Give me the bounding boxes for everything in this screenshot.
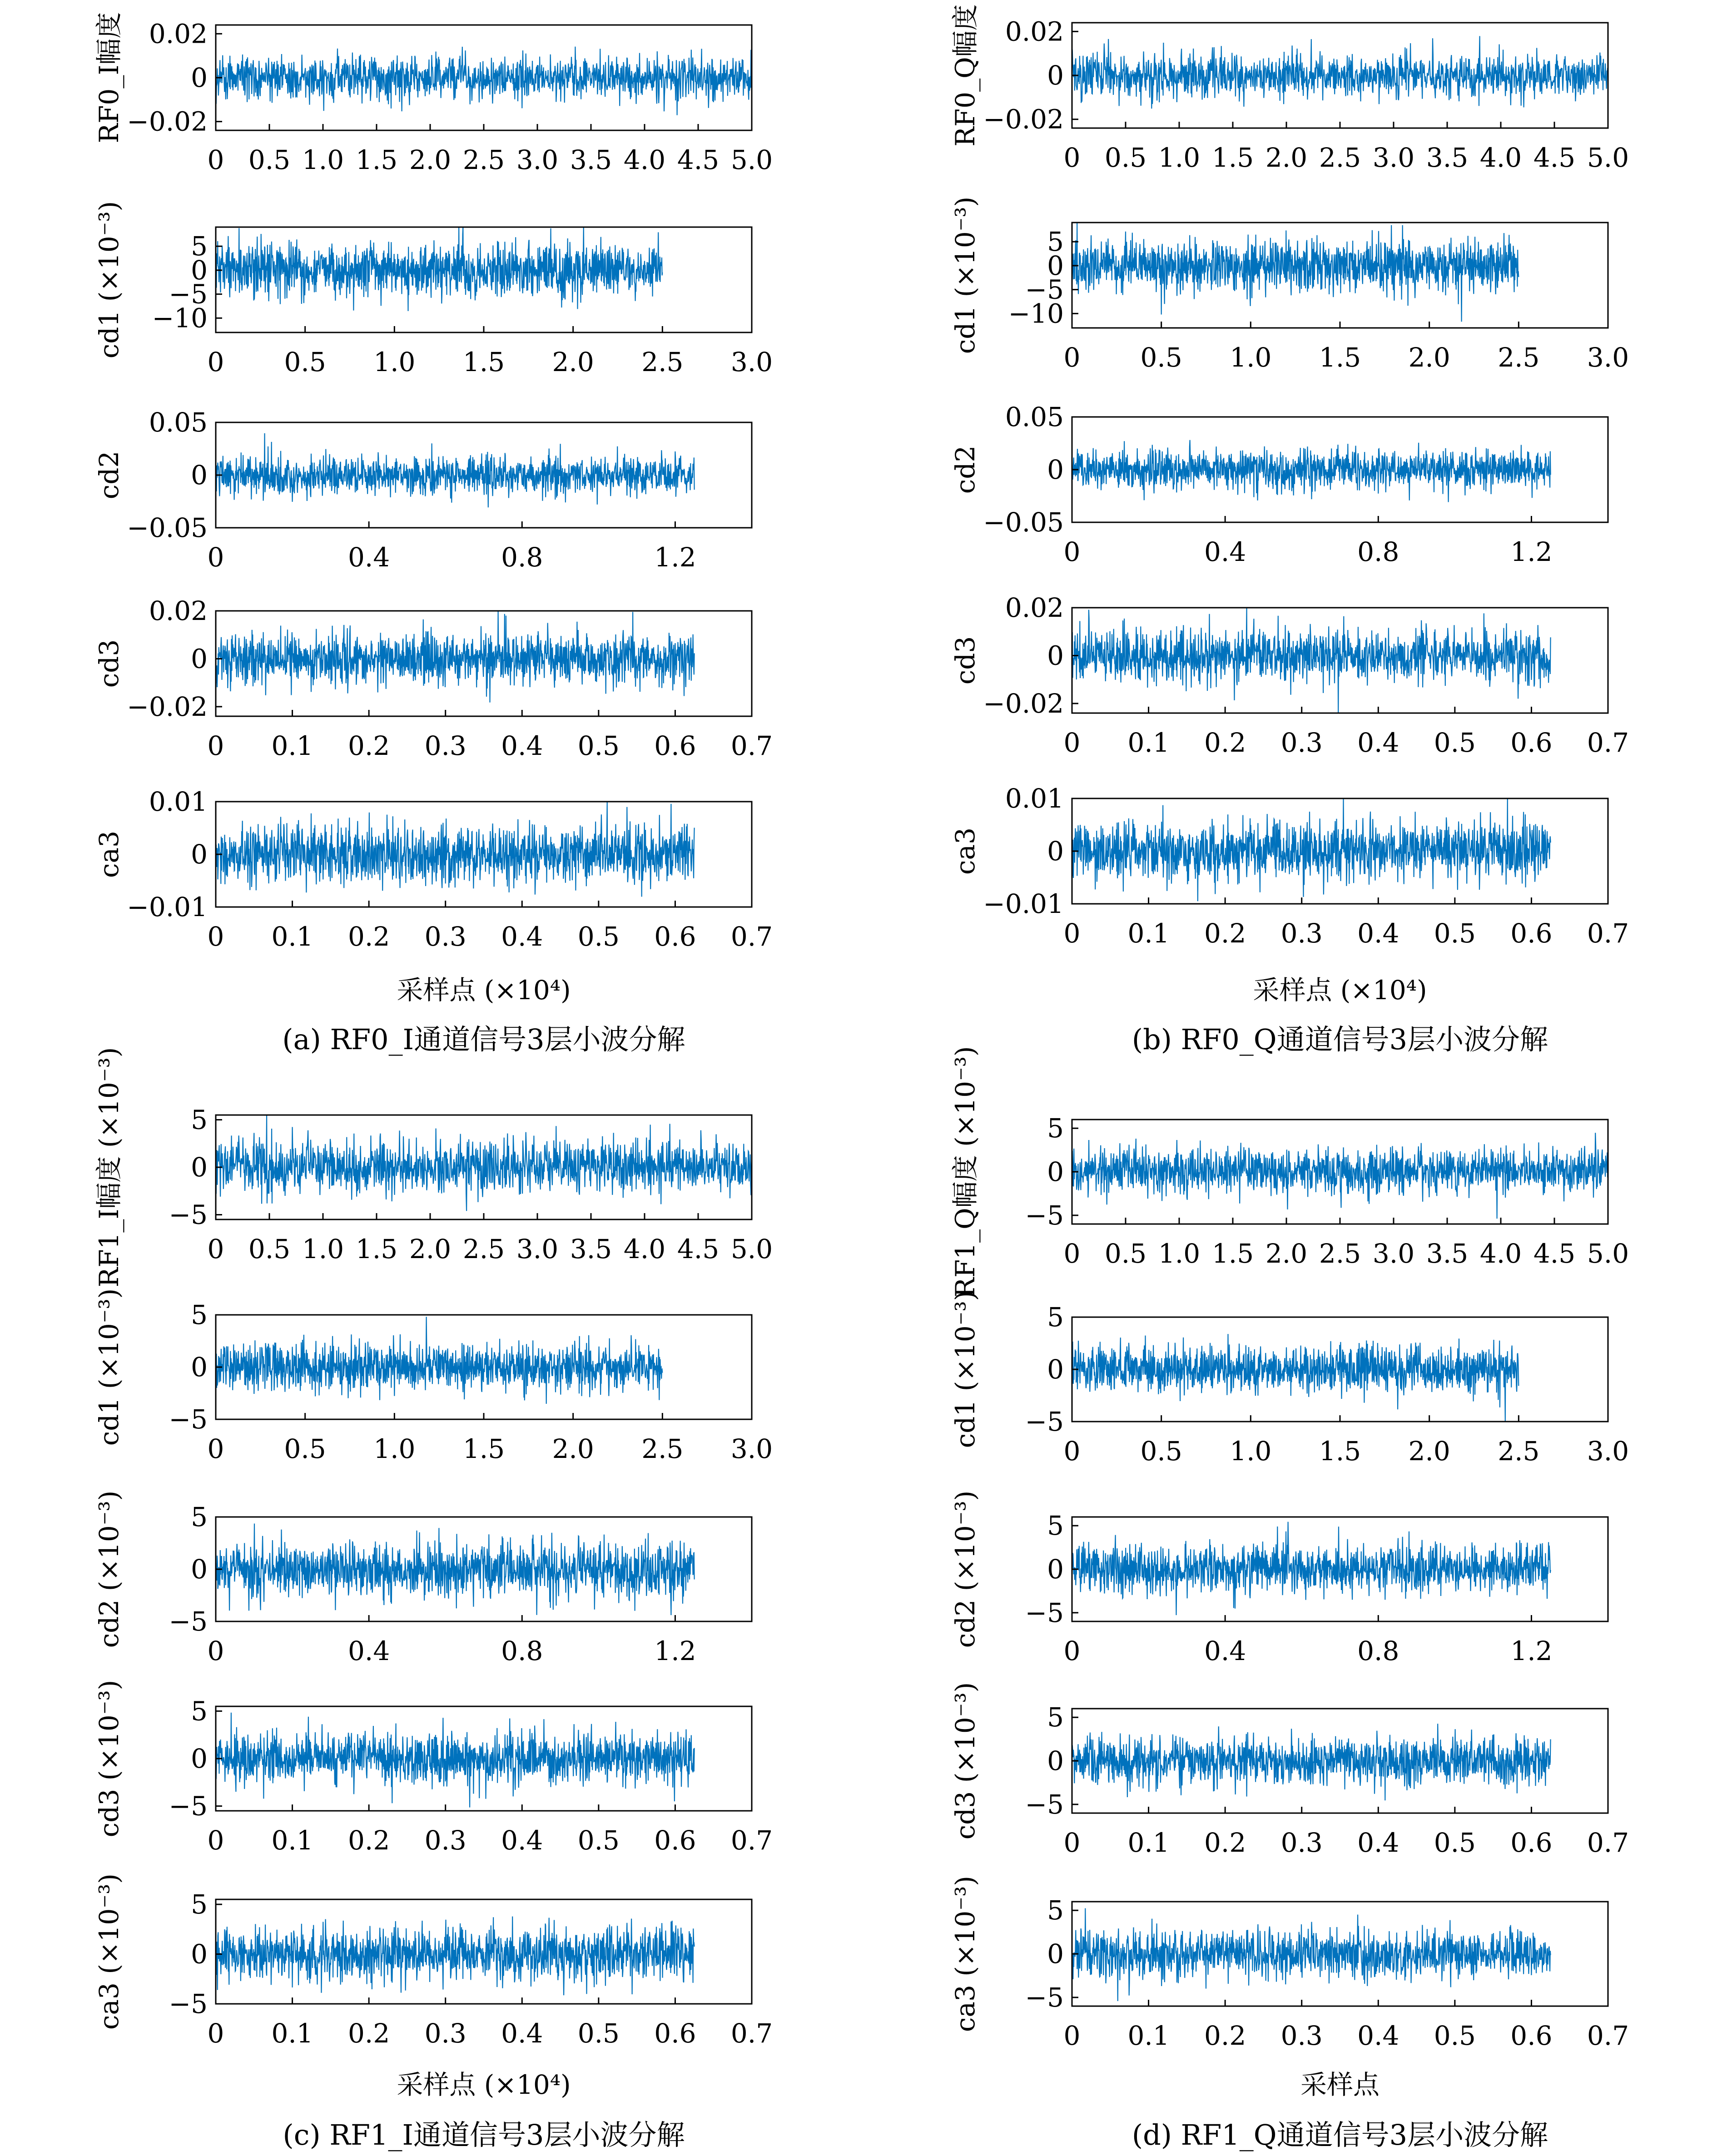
x-tick-label: 2.5 (1319, 1238, 1361, 1269)
y-tick-label: −10 (1008, 298, 1064, 329)
y-tick-label: 0 (1047, 1745, 1064, 1776)
y-tick-label: −5 (1025, 1597, 1064, 1628)
y-tick-label: 0 (191, 460, 208, 491)
x-tick-label: 0.4 (348, 1636, 390, 1666)
y-axis-label: cd1 (×10⁻³) (94, 1288, 124, 1446)
y-tick-label: 0 (1047, 640, 1064, 671)
y-tick-label: −5 (169, 1988, 208, 2019)
x-tick-label: 1.5 (1319, 342, 1361, 373)
signal-trace (216, 802, 695, 897)
x-tick-label: 2.5 (1319, 142, 1361, 173)
y-tick-label: 5 (191, 231, 208, 262)
y-tick-label: 0.01 (1005, 783, 1064, 814)
x-tick-label: 0.6 (654, 730, 696, 761)
x-tick-label: 0 (1063, 727, 1081, 758)
x-tick-label: 0.2 (1204, 2020, 1246, 2051)
y-tick-label: 0.02 (149, 595, 208, 626)
x-tick-label: 0.5 (248, 1234, 291, 1264)
x-tick-label: 3.5 (1426, 1238, 1469, 1269)
y-axis-label: ca3 (×10⁻³) (950, 1876, 981, 2032)
panel-caption: (c) RF1_I通道信号3层小波分解 (283, 2118, 685, 2151)
subplot-1 (94, 1047, 773, 1288)
x-tick-label: 0 (1063, 142, 1081, 173)
subplot-5 (950, 783, 1629, 949)
x-tick-label: 3.0 (1372, 142, 1415, 173)
y-tick-label: 5 (1047, 1895, 1064, 1926)
x-tick-label: 1.5 (355, 144, 398, 175)
x-tick-label: 1.5 (355, 1234, 398, 1264)
x-tick-label: 0.2 (1204, 918, 1246, 949)
x-tick-label: 0.5 (248, 144, 291, 175)
x-tick-label: 0.7 (1587, 2020, 1629, 2051)
x-tick-label: 0 (1063, 1436, 1081, 1467)
x-tick-label: 0.5 (1104, 1238, 1147, 1269)
y-tick-label: 0 (1047, 60, 1064, 91)
x-tick-label: 0.5 (577, 921, 620, 952)
x-tick-label: 4.0 (1479, 142, 1522, 173)
x-tick-label: 0.4 (1357, 1827, 1399, 1858)
panel-caption: (a) RF0_I通道信号3层小波分解 (282, 1023, 685, 1056)
x-tick-label: 2.0 (1265, 1238, 1308, 1269)
y-tick-label: −5 (169, 1790, 208, 1822)
x-tick-label: 4.0 (623, 144, 666, 175)
x-tick-label: 0.5 (284, 1433, 326, 1464)
y-axis-label: cd2 (×10⁻³) (950, 1490, 981, 1648)
signal-trace (216, 1317, 662, 1404)
x-tick-label: 0.3 (424, 921, 466, 952)
y-tick-label: 0 (1047, 1938, 1064, 1969)
x-tick-label: 2.0 (552, 1433, 594, 1464)
x-tick-label: 0 (207, 2018, 224, 2049)
x-tick-label: 0 (207, 1636, 224, 1666)
signal-trace (216, 433, 695, 507)
y-tick-label: 0.02 (1005, 592, 1064, 623)
y-tick-label: 0 (191, 1352, 208, 1383)
y-axis-label: ca3 (×10⁻³) (94, 1873, 124, 2030)
x-tick-label: 0.1 (271, 730, 313, 761)
x-tick-label: 0.7 (730, 730, 773, 761)
x-tick-label: 1.0 (1230, 342, 1272, 373)
x-tick-label: 0.4 (348, 542, 390, 573)
x-tick-label: 2.5 (462, 144, 505, 175)
x-tick-label: 0 (207, 730, 224, 761)
signal-trace (1072, 440, 1551, 502)
y-tick-label: 0 (191, 1554, 208, 1585)
x-tick-label: 0.5 (1434, 918, 1476, 949)
y-tick-label: 5 (191, 1695, 208, 1727)
x-tick-label: 0.6 (654, 2018, 696, 2049)
y-tick-label: −5 (1025, 1199, 1064, 1231)
y-tick-label: 0.02 (1005, 16, 1064, 47)
y-tick-label: 0 (1047, 836, 1064, 867)
subplot-4 (94, 595, 773, 761)
x-tick-label: 2.5 (462, 1234, 505, 1264)
signal-trace (1072, 36, 1608, 109)
y-tick-label: −5 (1025, 1789, 1064, 1820)
x-tick-label: 0.7 (1587, 918, 1629, 949)
x-tick-label: 0.5 (1104, 142, 1147, 173)
x-tick-label: 5.0 (1587, 142, 1629, 173)
y-tick-label: −0.02 (983, 104, 1064, 135)
signal-trace (1072, 1522, 1551, 1616)
x-tick-label: 3.0 (1587, 342, 1629, 373)
y-tick-label: 0 (191, 254, 208, 286)
x-tick-label: 0.3 (424, 730, 466, 761)
y-tick-label: 0 (1047, 1554, 1064, 1585)
x-tick-label: 0.5 (577, 1825, 620, 1856)
y-tick-label: −0.01 (127, 892, 208, 922)
subplot-3 (94, 407, 752, 573)
x-tick-label: 0.2 (348, 2018, 390, 2049)
x-tick-label: 1.0 (302, 144, 344, 175)
x-tick-label: 0.8 (1357, 536, 1399, 567)
x-tick-label: 0.4 (1204, 536, 1246, 567)
x-tick-label: 0.2 (348, 921, 390, 952)
x-tick-label: 1.2 (1510, 536, 1553, 567)
y-tick-label: 0.05 (1005, 401, 1064, 432)
y-axis-label: RF1_I幅度 (×10⁻³) (94, 1047, 124, 1288)
y-tick-label: 0 (191, 1152, 208, 1183)
x-tick-label: 1.5 (1211, 1238, 1254, 1269)
x-tick-label: 0 (207, 347, 224, 377)
subplot-1 (94, 12, 773, 175)
x-tick-label: 2.0 (409, 144, 452, 175)
x-axis-label: 采样点 (1300, 2069, 1380, 2100)
y-tick-label: 0.02 (149, 18, 208, 50)
subplot-2 (950, 197, 1629, 373)
x-tick-label: 0.4 (1357, 727, 1399, 758)
x-tick-label: 0.2 (348, 730, 390, 761)
x-tick-label: 0.5 (1140, 342, 1182, 373)
x-tick-label: 5.0 (1587, 1238, 1629, 1269)
y-tick-label: 5 (191, 1888, 208, 1920)
x-tick-label: 0 (207, 921, 224, 952)
y-tick-label: 0 (191, 643, 208, 674)
signal-trace (1072, 608, 1551, 713)
y-axis-label: cd3 (×10⁻³) (94, 1680, 124, 1838)
x-tick-label: 0.6 (1510, 1827, 1553, 1858)
panel-b (950, 4, 1629, 1056)
subplot-3 (950, 1491, 1608, 1666)
subplot-5 (950, 1876, 1629, 2051)
y-tick-label: −0.02 (127, 691, 208, 722)
subplot-4 (950, 592, 1629, 758)
y-tick-label: 5 (1047, 1510, 1064, 1541)
signal-trace (1072, 223, 1519, 322)
y-tick-label: −5 (1025, 1406, 1064, 1437)
y-tick-label: −5 (1025, 1982, 1064, 2013)
x-tick-label: 0.7 (730, 921, 773, 952)
x-tick-label: 3.0 (1372, 1238, 1415, 1269)
x-tick-label: 1.2 (654, 1636, 696, 1666)
x-tick-label: 0 (1063, 1827, 1081, 1858)
x-tick-label: 3.5 (570, 1234, 612, 1264)
x-tick-label: 1.5 (462, 347, 505, 377)
y-tick-label: 0 (191, 62, 208, 93)
x-tick-label: 4.5 (677, 144, 720, 175)
y-tick-label: 0.05 (149, 407, 208, 438)
signal-trace (216, 227, 662, 311)
panel-caption: (b) RF0_Q通道信号3层小波分解 (1131, 1023, 1548, 1056)
x-tick-label: 0.2 (1204, 1827, 1246, 1858)
y-tick-label: 5 (191, 1299, 208, 1330)
x-tick-label: 2.5 (1498, 342, 1540, 373)
x-tick-label: 1.0 (302, 1234, 344, 1264)
y-tick-label: −0.02 (983, 688, 1064, 719)
x-tick-label: 0.1 (1127, 1827, 1170, 1858)
x-tick-label: 0.3 (1280, 2020, 1323, 2051)
x-tick-label: 0.3 (1280, 1827, 1323, 1858)
x-tick-label: 3.0 (516, 144, 559, 175)
x-tick-label: 3.5 (570, 144, 612, 175)
x-tick-label: 3.0 (516, 1234, 559, 1264)
x-tick-label: 0.2 (348, 1825, 390, 1856)
x-tick-label: 0.6 (1510, 727, 1553, 758)
y-tick-label: 5 (191, 1502, 208, 1532)
x-tick-label: 5.0 (730, 144, 773, 175)
x-tick-label: 4.0 (623, 1234, 666, 1264)
x-tick-label: 4.5 (677, 1234, 720, 1264)
subplot-1 (950, 4, 1629, 173)
x-tick-label: 2.0 (1408, 1436, 1450, 1467)
x-tick-label: 0.3 (1280, 918, 1323, 949)
x-tick-label: 0.4 (501, 1825, 543, 1856)
subplot-3 (950, 401, 1608, 567)
y-axis-label: cd2 (950, 445, 981, 494)
x-tick-label: 0.5 (577, 730, 620, 761)
x-tick-label: 0.3 (1280, 727, 1323, 758)
x-tick-label: 5.0 (730, 1234, 773, 1264)
y-tick-label: 5 (1047, 226, 1064, 258)
x-tick-label: 0.2 (1204, 727, 1246, 758)
subplot-1 (950, 1046, 1629, 1297)
x-tick-label: 0.3 (424, 1825, 466, 1856)
x-tick-label: 3.0 (1587, 1436, 1629, 1467)
x-tick-label: 0.7 (1587, 727, 1629, 758)
y-tick-label: 0 (1047, 454, 1064, 485)
x-tick-label: 0.5 (1434, 727, 1476, 758)
subplot-5 (94, 1873, 773, 2049)
y-tick-label: 0 (191, 1938, 208, 1970)
y-tick-label: 5 (1047, 1302, 1064, 1333)
x-tick-label: 1.0 (1230, 1436, 1272, 1467)
x-axis-label: 采样点 (×10⁴) (1253, 975, 1427, 1006)
x-tick-label: 1.0 (1158, 1238, 1201, 1269)
panel-caption: (d) RF1_Q通道信号3层小波分解 (1131, 2118, 1548, 2151)
y-tick-label: 0.01 (149, 786, 208, 817)
x-axis-label: 采样点 (×10⁴) (397, 975, 571, 1006)
x-tick-label: 0.1 (1127, 2020, 1170, 2051)
x-tick-label: 0.5 (284, 347, 326, 377)
y-axis-label: RF0_Q幅度 (950, 4, 981, 147)
x-tick-label: 1.0 (373, 1433, 416, 1464)
signal-trace (1072, 1908, 1551, 2001)
x-tick-label: 1.2 (1510, 1636, 1553, 1666)
y-tick-label: −10 (152, 302, 208, 334)
y-tick-label: 0 (191, 839, 208, 870)
x-tick-label: 0.7 (1587, 1827, 1629, 1858)
y-tick-label: −5 (169, 1199, 208, 1230)
x-tick-label: 1.5 (1319, 1436, 1361, 1467)
y-tick-label: 5 (1047, 1702, 1064, 1733)
x-tick-label: 0.1 (271, 2018, 313, 2049)
x-tick-label: 4.5 (1533, 142, 1576, 173)
x-tick-label: 0.1 (1127, 727, 1170, 758)
x-tick-label: 0.3 (424, 2018, 466, 2049)
y-axis-label: RF0_I幅度 (94, 12, 124, 144)
y-axis-label: cd1 (×10⁻³) (950, 196, 981, 354)
x-tick-label: 2.0 (409, 1234, 452, 1264)
panel-c (94, 1047, 773, 2151)
x-tick-label: 0.4 (501, 2018, 543, 2049)
x-tick-label: 1.5 (1211, 142, 1254, 173)
x-tick-label: 0.5 (1434, 1827, 1476, 1858)
y-tick-label: 5 (1047, 1113, 1064, 1144)
y-axis-label: cd2 (×10⁻³) (94, 1490, 124, 1648)
y-tick-label: 5 (191, 1104, 208, 1135)
subplot-4 (94, 1680, 773, 1856)
x-tick-label: 0.5 (1140, 1436, 1182, 1467)
y-axis-label: cd3 (×10⁻³) (950, 1682, 981, 1840)
y-axis-label: ca3 (950, 828, 981, 875)
x-tick-label: 1.0 (373, 347, 416, 377)
x-tick-label: 4.0 (1479, 1238, 1522, 1269)
x-tick-label: 0 (1063, 536, 1081, 567)
subplot-4 (950, 1682, 1629, 1858)
y-tick-label: −5 (169, 278, 208, 310)
subplot-5 (94, 786, 773, 952)
x-tick-label: 0.1 (271, 921, 313, 952)
x-tick-label: 2.5 (641, 347, 684, 377)
x-tick-label: 3.0 (730, 347, 773, 377)
y-axis-label: cd2 (94, 451, 124, 500)
x-tick-label: 0.4 (1357, 2020, 1399, 2051)
signal-trace (1072, 1334, 1519, 1422)
signal-trace (216, 611, 695, 703)
x-axis-label: 采样点 (×10⁴) (397, 2069, 571, 2100)
y-tick-label: −5 (169, 1404, 208, 1435)
signal-trace (216, 1115, 752, 1211)
subplot-2 (94, 1289, 773, 1464)
signal-trace (216, 1524, 695, 1616)
signal-trace (216, 1713, 695, 1808)
x-tick-label: 0 (207, 1234, 224, 1264)
x-tick-label: 0 (207, 542, 224, 573)
x-tick-label: 0.8 (501, 542, 543, 573)
signal-trace (216, 1917, 695, 1996)
x-tick-label: 0.4 (1357, 918, 1399, 949)
x-tick-label: 2.5 (641, 1433, 684, 1464)
x-tick-label: 0.5 (577, 2018, 620, 2049)
x-tick-label: 0.4 (1204, 1636, 1246, 1666)
x-tick-label: 4.5 (1533, 1238, 1576, 1269)
x-tick-label: 3.5 (1426, 142, 1469, 173)
x-tick-label: 0 (1063, 1238, 1081, 1269)
x-tick-label: 2.0 (1265, 142, 1308, 173)
x-tick-label: 0.8 (1357, 1636, 1399, 1666)
y-axis-label: cd3 (94, 639, 124, 688)
x-tick-label: 3.0 (730, 1433, 773, 1464)
y-tick-label: −0.01 (983, 888, 1064, 919)
x-tick-label: 0.4 (501, 921, 543, 952)
x-tick-label: 2.0 (552, 347, 594, 377)
x-tick-label: 1.5 (462, 1433, 505, 1464)
x-tick-label: 1.0 (1158, 142, 1201, 173)
x-tick-label: 0 (1063, 918, 1081, 949)
x-tick-label: 0 (1063, 1636, 1081, 1666)
x-tick-label: 0 (1063, 342, 1081, 373)
y-axis-label: RF1_Q幅度 (×10⁻³) (950, 1046, 981, 1298)
signal-trace (1072, 798, 1551, 901)
x-tick-label: 0.1 (1127, 918, 1170, 949)
y-axis-label: cd1 (×10⁻³) (950, 1290, 981, 1448)
x-tick-label: 0.4 (501, 730, 543, 761)
panel-d (950, 1046, 1629, 2151)
x-tick-label: 0.6 (654, 921, 696, 952)
x-tick-label: 0 (207, 1825, 224, 1856)
y-tick-label: 0 (1047, 1156, 1064, 1187)
x-tick-label: 0.5 (1434, 2020, 1476, 2051)
x-tick-label: 0.1 (271, 1825, 313, 1856)
y-tick-label: −0.05 (983, 507, 1064, 538)
x-tick-label: 0.7 (730, 1825, 773, 1856)
x-tick-label: 0.8 (501, 1636, 543, 1666)
y-tick-label: 0 (191, 1743, 208, 1774)
subplot-3 (94, 1491, 752, 1666)
signal-trace (216, 47, 752, 115)
y-axis-label: ca3 (94, 831, 124, 878)
x-tick-label: 0 (207, 144, 224, 175)
signal-trace (1072, 1133, 1608, 1219)
y-tick-label: −0.05 (127, 512, 208, 543)
y-tick-label: −5 (1025, 274, 1064, 305)
y-axis-label: cd1 (×10⁻³) (94, 201, 124, 359)
x-tick-label: 0.7 (730, 2018, 773, 2049)
y-axis-label: cd3 (950, 636, 981, 685)
signal-trace (1072, 1724, 1551, 1800)
y-tick-label: 0 (1047, 1354, 1064, 1385)
y-tick-label: 0 (1047, 250, 1064, 281)
x-tick-label: 1.2 (654, 542, 696, 573)
x-tick-label: 0.6 (1510, 2020, 1553, 2051)
y-tick-label: −0.02 (127, 106, 208, 137)
x-tick-label: 0.6 (1510, 918, 1553, 949)
x-tick-label: 0 (207, 1433, 224, 1464)
x-tick-label: 0 (1063, 2020, 1081, 2051)
y-tick-label: −5 (169, 1606, 208, 1637)
x-tick-label: 2.5 (1498, 1436, 1540, 1467)
x-tick-label: 0.6 (654, 1825, 696, 1856)
subplot-2 (950, 1291, 1629, 1467)
subplot-2 (94, 201, 773, 377)
x-tick-label: 2.0 (1408, 342, 1450, 373)
panel-a (94, 12, 773, 1056)
